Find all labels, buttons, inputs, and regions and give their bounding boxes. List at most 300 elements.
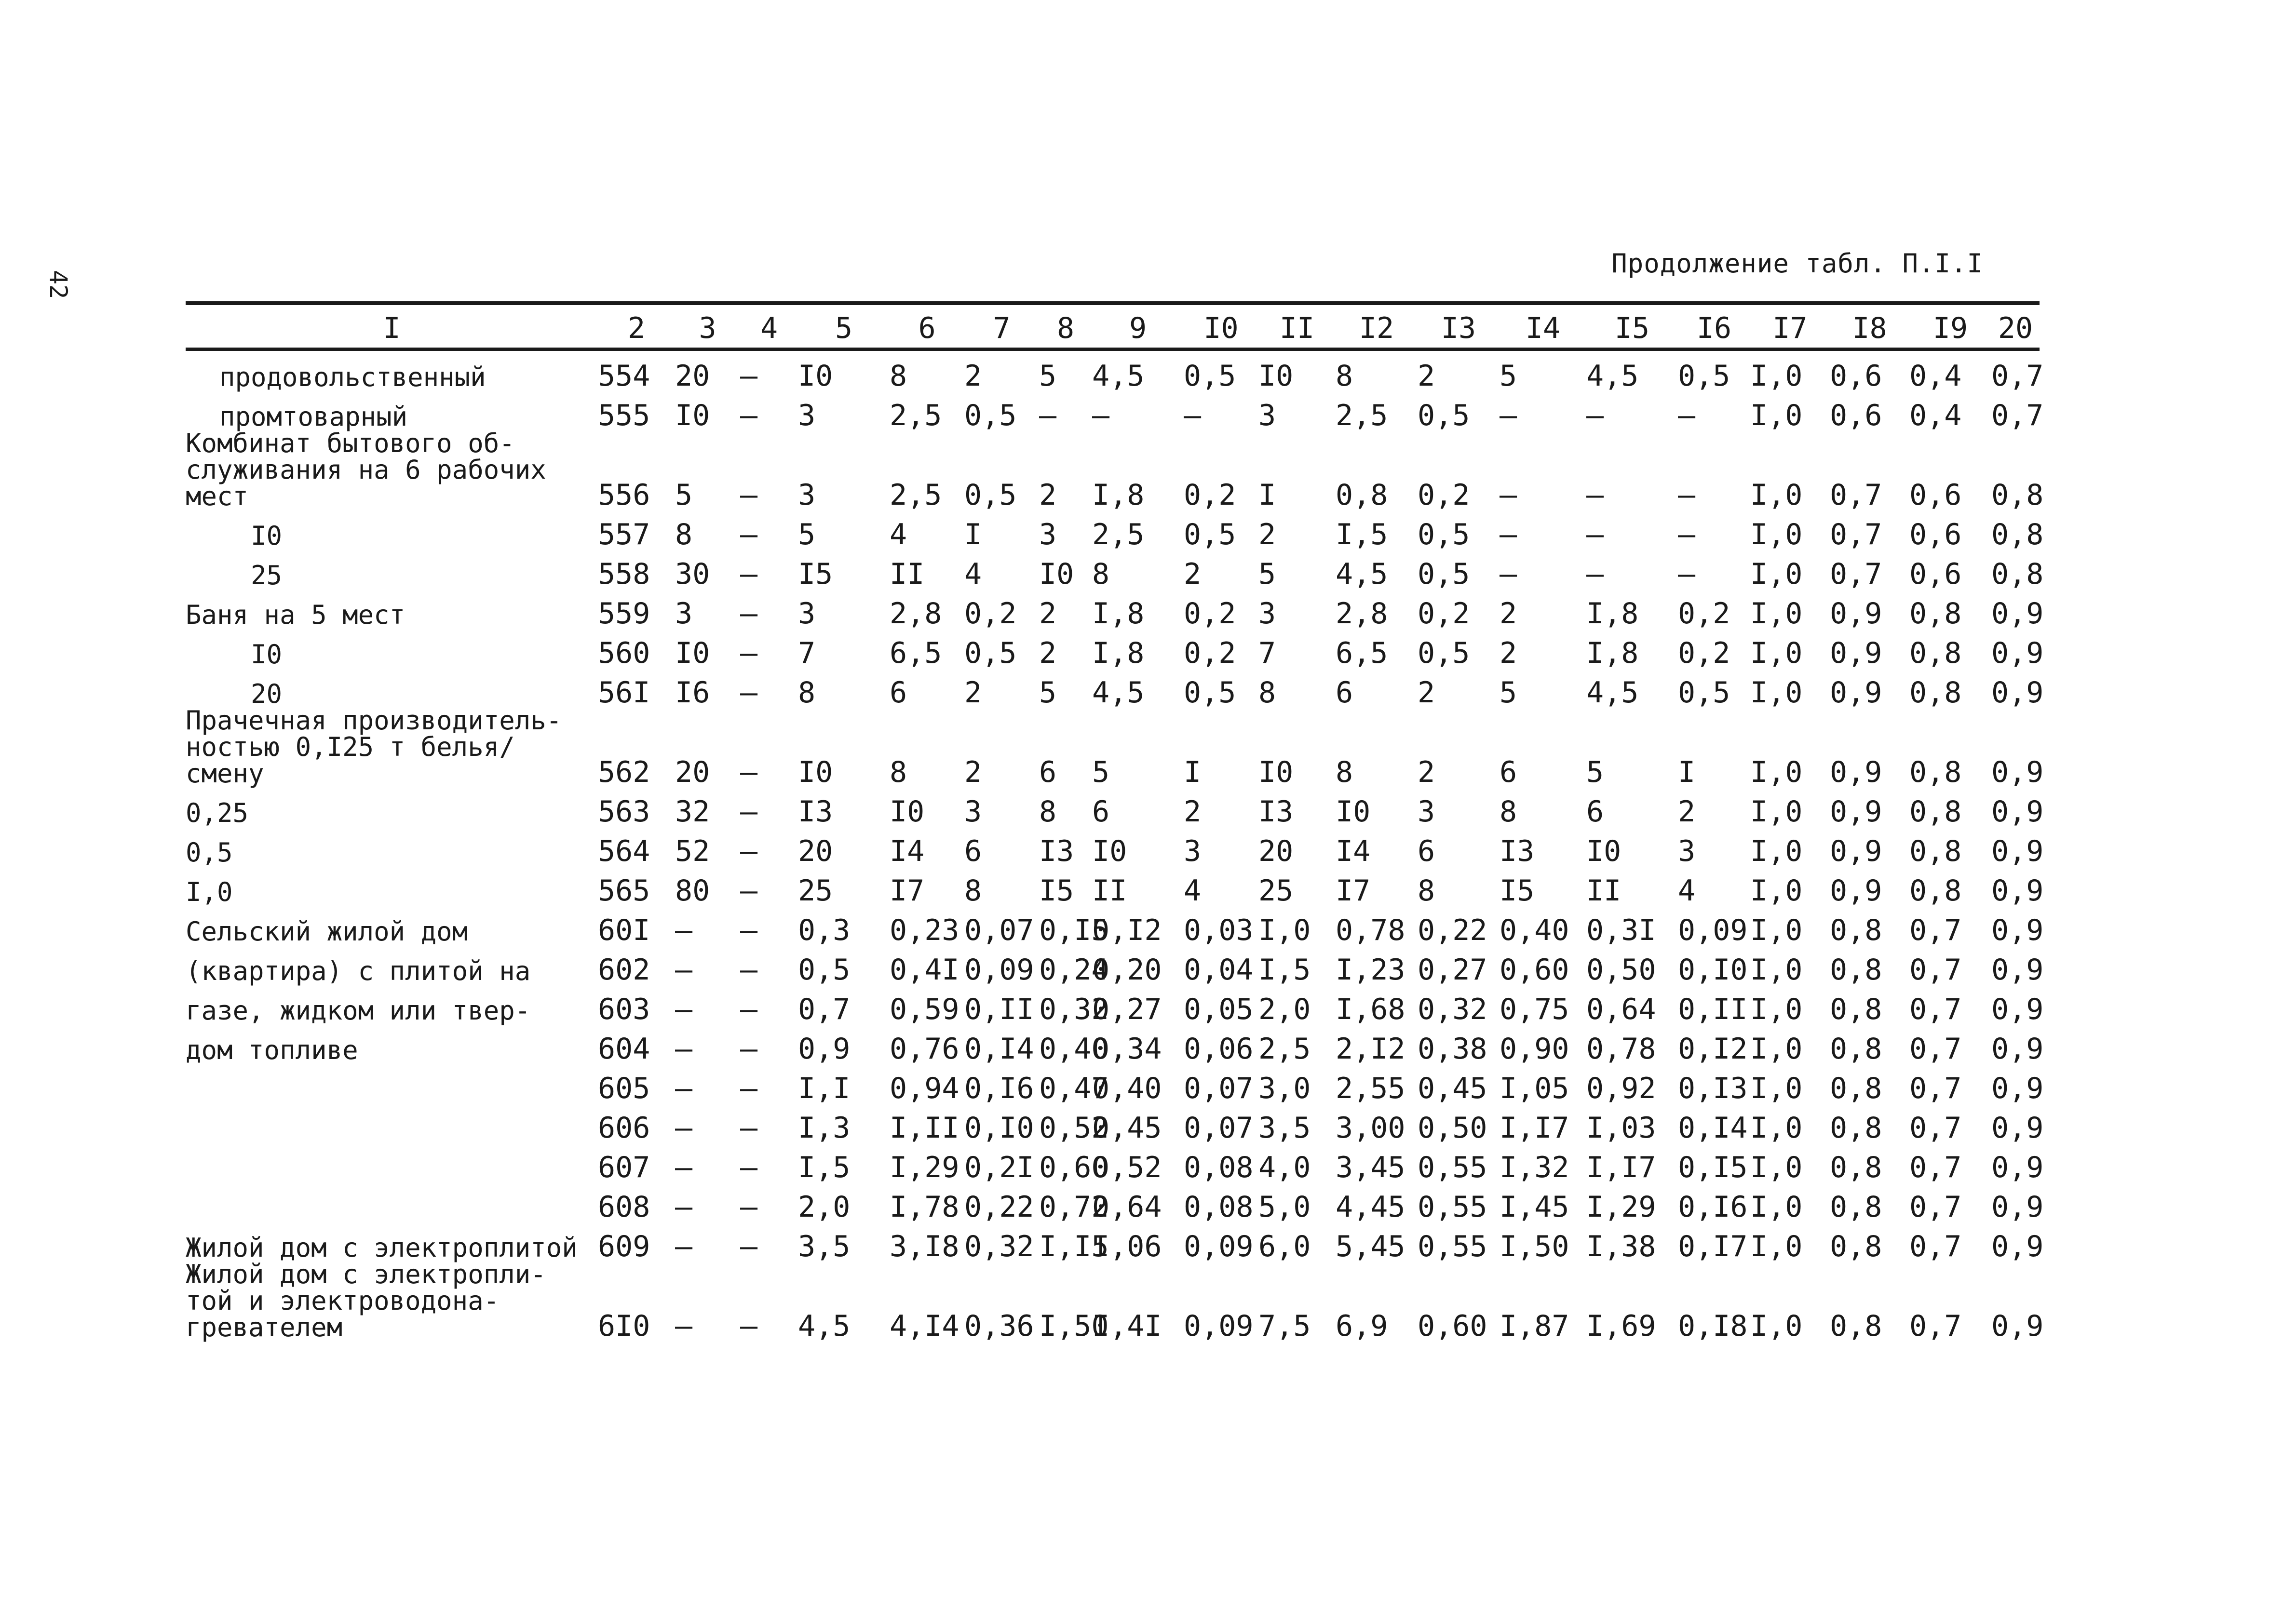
table-cell: 0,I6 [964, 1072, 1034, 1105]
table-cell: 8 [798, 676, 816, 710]
table-cell: 2,5 [1258, 1032, 1311, 1066]
column-header: I4 [1500, 303, 1586, 349]
table-cell: – [1500, 478, 1517, 512]
table-cell: 0,5 [1184, 676, 1236, 710]
table-cell: 8 [1500, 795, 1517, 829]
table-cell: I,03 [1586, 1111, 1656, 1145]
table-cell: 2,0 [1258, 993, 1311, 1026]
table-cell: I,0 [1750, 1072, 1803, 1105]
table-cell: I [1258, 478, 1276, 512]
column-header: I5 [1586, 303, 1678, 349]
table-cell: I,8 [1586, 597, 1639, 631]
table-cell: – [740, 1151, 758, 1184]
table-cell: 0,8 [1830, 913, 1882, 947]
table-cell: 8 [1336, 359, 1353, 393]
table-cell: 556 [598, 478, 650, 512]
table-cell: I,0 [1750, 795, 1803, 829]
table-cell: 8 [1092, 557, 1110, 591]
table-cell: – [1500, 399, 1517, 432]
table-cell: I3 [1258, 795, 1294, 829]
table-cell: 558 [598, 557, 650, 591]
table-cell: 0,36 [964, 1309, 1034, 1343]
table-cell: 0,9 [1991, 1309, 2044, 1343]
table-cell: 0,05 [1184, 993, 1254, 1026]
table-cell: 4,5 [1092, 676, 1145, 710]
column-header: II [1258, 303, 1336, 349]
table-cell: 0,I3 [1678, 1072, 1748, 1105]
table-cell: 0,20 [1092, 953, 1162, 987]
table-cell: 3 [964, 795, 982, 829]
table-row [186, 1221, 2040, 1261]
table-cell: 3 [1039, 518, 1057, 551]
table-cell: I0 [675, 399, 710, 432]
table-cell: 0,8 [1909, 597, 1962, 631]
table-cell: 0,9 [1991, 795, 2044, 829]
table-cell: I,05 [1500, 1072, 1569, 1105]
table-cell: 0,7 [1909, 1230, 1962, 1263]
table-cell: 0,92 [1586, 1072, 1656, 1105]
table-row [186, 945, 2040, 984]
table-cell: 0,5 [1184, 359, 1236, 393]
table-cell: 4 [964, 557, 982, 591]
table-cell: 8 [1039, 795, 1057, 829]
table-cell: 6 [1418, 834, 1435, 868]
table-cell: 605 [598, 1072, 650, 1105]
column-header: 5 [798, 303, 890, 349]
table-cell: 0,7 [1830, 478, 1882, 512]
table-cell: 559 [598, 597, 650, 631]
table-cell: – [1586, 478, 1604, 512]
table-cell: 5 [1500, 676, 1517, 710]
table-cell: 4,0 [1258, 1151, 1311, 1184]
table-cell: I,0 [1750, 913, 1803, 947]
row-label: Жилой дом с электропли-той и электроводона-гревателем [186, 1259, 546, 1342]
table-row [186, 707, 2040, 787]
table-cell: 0,08 [1184, 1190, 1254, 1224]
table-cell: 6,5 [890, 636, 942, 670]
table-cell: 0,7 [1909, 913, 1962, 947]
table-row [186, 1182, 2040, 1221]
table-cell: 0,7 [1909, 993, 1962, 1026]
table-cell: 0,40 [1092, 1072, 1162, 1105]
table-cell: I,0 [1750, 834, 1803, 868]
table-cell: 3 [675, 597, 693, 631]
table-cell: 8 [1258, 676, 1276, 710]
table-cell: I,0 [1750, 1111, 1803, 1145]
table-cell: 0,6 [1909, 478, 1962, 512]
table-cell: 0,27 [1418, 953, 1487, 987]
table-cell: 562 [598, 755, 650, 789]
table-cell: 3 [798, 478, 816, 512]
table-cell: I,78 [890, 1190, 959, 1224]
table-cell: 0,8 [1830, 1309, 1882, 1343]
table-cell: 0,4 [1909, 399, 1962, 432]
table-cell: 0,9 [1830, 834, 1882, 868]
table-cell: 0,34 [1092, 1032, 1162, 1066]
table-cell: I,0 [1750, 1230, 1803, 1263]
table-cell: 5 [675, 478, 693, 512]
table-cell: 0,7 [1909, 1032, 1962, 1066]
table-cell: I0 [1039, 557, 1074, 591]
row-label: Комбинат бытового об-служивания на 6 рабочих мест [186, 428, 546, 511]
table-body [186, 349, 2044, 1343]
table-cell: 0,32 [1418, 993, 1487, 1026]
table-cell: 0,09 [1184, 1309, 1254, 1343]
table-cell: 604 [598, 1032, 650, 1066]
table-cell: 0,40 [1500, 913, 1569, 947]
table-cell: 0,23 [890, 913, 959, 947]
table-cell: I,0 [1750, 359, 1803, 393]
table-cell: 0,5 [1678, 676, 1730, 710]
column-header: 4 [740, 303, 798, 349]
table-cell: I,50 [1039, 1309, 1109, 1343]
table-cell: 0,64 [1586, 993, 1656, 1026]
row-label: продовольственный [219, 362, 486, 392]
table-cell: 0,24 [1039, 953, 1109, 987]
table-cell: I,4I [1092, 1309, 1162, 1343]
table-cell: 4,45 [1336, 1190, 1405, 1224]
table-cell: 0,8 [1909, 755, 1962, 789]
table-cell: 25 [798, 874, 833, 908]
table-cell: 3,45 [1336, 1151, 1405, 1184]
table-cell: 0,6 [1909, 557, 1962, 591]
table-cell: 0,I4 [1678, 1111, 1748, 1145]
table-cell: 56I [598, 676, 650, 710]
table-cell: 6,5 [1336, 636, 1388, 670]
table-cell: 555 [598, 399, 650, 432]
table-cell: 20 [1258, 834, 1294, 868]
table-cell: 565 [598, 874, 650, 908]
table-cell: 3,I8 [890, 1230, 959, 1263]
table-cell: 4 [1678, 874, 1696, 908]
table-cell: I,I7 [1500, 1111, 1569, 1145]
table-cell: 0,22 [964, 1190, 1034, 1224]
table-cell: 0,55 [1418, 1230, 1487, 1263]
table-cell: 0,9 [1991, 993, 2044, 1026]
table-cell: 0,7 [1909, 1309, 1962, 1343]
table-row [186, 826, 2040, 866]
table-cell: 0,9 [1991, 1230, 2044, 1263]
table-cell: – [675, 1190, 693, 1224]
table-cell: 2 [1418, 676, 1435, 710]
column-header: 6 [890, 303, 964, 349]
table-cell: I3 [1039, 834, 1074, 868]
table-caption: Продолжение табл. П.I.I [1611, 248, 1983, 279]
table-cell: – [740, 874, 758, 908]
table-row [186, 628, 2040, 668]
table-cell: – [1586, 557, 1604, 591]
table-cell: 0,76 [890, 1032, 959, 1066]
page-number: 42 [44, 270, 72, 299]
table-cell: I6 [675, 676, 710, 710]
table-cell: – [740, 636, 758, 670]
table-cell: – [1586, 399, 1604, 432]
table-cell: 3,5 [1258, 1111, 1311, 1145]
table-cell: 0,7 [1909, 1190, 1962, 1224]
table-row [186, 905, 2040, 945]
table-cell: I,5 [1258, 953, 1311, 987]
table-cell: 0,9 [1991, 1190, 2044, 1224]
table-cell: 4,I4 [890, 1309, 959, 1343]
table-cell: I,50 [1500, 1230, 1569, 1263]
table-cell: I,68 [1336, 993, 1405, 1026]
table-cell: 0,7 [1991, 399, 2044, 432]
table-cell: 0,II [1678, 993, 1748, 1026]
table-cell: – [1500, 557, 1517, 591]
table-cell: I,5 [1336, 518, 1388, 551]
table-cell: – [740, 1190, 758, 1224]
table-cell: 2 [964, 359, 982, 393]
table-cell: 0,64 [1092, 1190, 1162, 1224]
table-cell: – [740, 1111, 758, 1145]
row-label: 25 [251, 560, 283, 591]
column-header: 2 [598, 303, 675, 349]
row-label: Жилой дом с электроплитой [186, 1233, 578, 1263]
table-cell: 0,7 [1909, 1072, 1962, 1105]
row-label: газе, жидком или твер- [186, 995, 531, 1026]
table-cell: 0,8 [1830, 993, 1882, 1026]
table-cell: 8 [890, 755, 907, 789]
table-cell: 560 [598, 636, 650, 670]
row-label: I0 [251, 639, 283, 670]
table-cell: I,0 [1750, 399, 1803, 432]
table-cell: 8 [890, 359, 907, 393]
table-cell: I,0 [1750, 953, 1803, 987]
table-cell: – [740, 478, 758, 512]
table-cell: 0,5 [964, 636, 1017, 670]
table-cell: – [740, 557, 758, 591]
table-cell: 2,0 [798, 1190, 851, 1224]
table-row [186, 787, 2040, 826]
table-cell: 2,5 [890, 478, 942, 512]
table-cell: I,29 [890, 1151, 959, 1184]
table-row [186, 668, 2040, 707]
column-header: I6 [1678, 303, 1750, 349]
table-cell: 0,2I [964, 1151, 1034, 1184]
table-cell: 0,7 [1830, 557, 1882, 591]
table-cell: 3 [1418, 795, 1435, 829]
table-cell: – [740, 518, 758, 551]
table-cell: 0,6 [1830, 359, 1882, 393]
table-cell: 0,27 [1092, 993, 1162, 1026]
table-cell: 0,9 [1991, 755, 2044, 789]
table-cell: 8 [1336, 755, 1353, 789]
table-cell: 0,06 [1184, 1032, 1254, 1066]
row-label: 20 [251, 679, 283, 709]
table-row [186, 1261, 2040, 1341]
table-cell: I,45 [1500, 1190, 1569, 1224]
table-cell: I,I [798, 1072, 851, 1105]
table-cell: 0,5 [798, 953, 851, 987]
table-cell: 3 [798, 399, 816, 432]
row-label: (квартира) с плитой на [186, 956, 531, 986]
table-cell: 0,07 [1184, 1072, 1254, 1105]
table-cell: I,0 [1750, 755, 1803, 789]
table-cell: I0 [798, 359, 833, 393]
table-cell: 0,47 [1039, 1072, 1109, 1105]
table-cell: 2 [1258, 518, 1276, 551]
table-cell: 0,78 [1336, 913, 1405, 947]
table-cell: 0,I0 [964, 1111, 1034, 1145]
table-cell: 2 [1184, 795, 1202, 829]
table-cell: 2 [1418, 755, 1435, 789]
table-cell: I0 [1258, 755, 1294, 789]
table-cell: – [675, 953, 693, 987]
table-cell: 6,9 [1336, 1309, 1388, 1343]
table-row [186, 430, 2040, 510]
table-cell: – [675, 1309, 693, 1343]
table-cell: I [964, 518, 982, 551]
table-cell: 2,I2 [1336, 1032, 1405, 1066]
table-cell: 0,9 [1991, 1111, 2044, 1145]
table-cell: 0,50 [1586, 953, 1656, 987]
table-cell: 0,8 [1830, 1111, 1882, 1145]
table-cell: 0,2 [1678, 597, 1730, 631]
table-cell: 0,60 [1500, 953, 1569, 987]
table-cell: 0,60 [1039, 1151, 1109, 1184]
table-cell: 0,9 [1830, 874, 1882, 908]
table-cell: 6 [1586, 795, 1604, 829]
table-cell: I,32 [1500, 1151, 1569, 1184]
table-row [186, 349, 2040, 391]
table-cell: I,0 [1750, 478, 1803, 512]
column-header: I8 [1830, 303, 1909, 349]
table-cell: – [675, 993, 693, 1026]
table-cell: 2 [1184, 557, 1202, 591]
table-cell: 2 [1678, 795, 1696, 829]
table-cell: – [1586, 518, 1604, 551]
table-cell: 7 [1258, 636, 1276, 670]
table-cell: 0,I4 [964, 1032, 1034, 1066]
table-cell: 0,5 [964, 399, 1017, 432]
table-cell: 0,07 [964, 913, 1034, 947]
table-cell: 0,2 [964, 597, 1017, 631]
table-cell: 80 [675, 874, 710, 908]
table-cell: 602 [598, 953, 650, 987]
table-cell: 0,9 [1830, 755, 1882, 789]
table-cell: I,38 [1586, 1230, 1656, 1263]
table-cell: 0,8 [1830, 1230, 1882, 1263]
table-row [186, 510, 2040, 549]
table-cell: 6 [1500, 755, 1517, 789]
table-cell: 8 [1418, 874, 1435, 908]
table-cell: – [740, 913, 758, 947]
table-cell: I,0 [1750, 1190, 1803, 1224]
table-cell: I,06 [1092, 1230, 1162, 1263]
table-cell: 32 [675, 795, 710, 829]
table-cell: 0,22 [1418, 913, 1487, 947]
table-cell: 0,7 [1909, 1111, 1962, 1145]
table-cell: – [740, 1032, 758, 1066]
table-cell: 0,52 [1092, 1151, 1162, 1184]
table-cell: 6 [1092, 795, 1110, 829]
table-cell: I,I7 [1586, 1151, 1656, 1184]
table-cell: 4 [1184, 874, 1202, 908]
table-cell: 4,5 [798, 1309, 851, 1343]
table-cell: I0 [675, 636, 710, 670]
table-cell: 0,60 [1418, 1309, 1487, 1343]
table-cell: 7 [798, 636, 816, 670]
table-cell: 0,4 [1909, 359, 1962, 393]
table-cell: 3,5 [798, 1230, 851, 1263]
table-cell: – [1500, 518, 1517, 551]
table-cell: 2 [1500, 636, 1517, 670]
table-cell: 557 [598, 518, 650, 551]
table-cell: I,0 [1750, 874, 1803, 908]
table-cell: 0,9 [1991, 913, 2044, 947]
table-cell: 0,I0 [1678, 953, 1748, 987]
data-table-container [186, 301, 2044, 1343]
table-cell: – [675, 1111, 693, 1145]
table-cell: 2,5 [890, 399, 942, 432]
row-label: 0,5 [186, 837, 233, 868]
table-cell: 5 [1039, 359, 1057, 393]
table-cell: 0,7 [1909, 1151, 1962, 1184]
table-cell: 0,5 [1184, 518, 1236, 551]
table-cell: – [1092, 399, 1110, 432]
table-cell: 3 [1258, 597, 1276, 631]
table-cell: – [740, 1230, 758, 1263]
row-label [186, 1182, 598, 1221]
table-cell: 0,90 [1500, 1032, 1569, 1066]
table-cell: 0,7 [798, 993, 851, 1026]
table-cell: 0,2 [1418, 478, 1470, 512]
table-cell: 0,8 [1909, 795, 1962, 829]
table-cell: 0,32 [964, 1230, 1034, 1263]
table-cell: I0 [1586, 834, 1621, 868]
table-cell: 3,0 [1258, 1072, 1311, 1105]
table-row [186, 1103, 2040, 1142]
table-cell: 4 [890, 518, 907, 551]
table-cell: 20 [675, 755, 710, 789]
table-cell: 6 [1039, 755, 1057, 789]
table-cell: 2,5 [1092, 518, 1145, 551]
table-cell: 3,00 [1336, 1111, 1405, 1145]
data-table [186, 301, 2044, 1343]
table-cell: 5 [1500, 359, 1517, 393]
table-cell: 7,5 [1258, 1309, 1311, 1343]
table-cell: 2 [1039, 478, 1057, 512]
table-cell: I,0 [1750, 993, 1803, 1026]
table-cell: 0,3I [1586, 913, 1656, 947]
table-row [186, 549, 2040, 589]
table-cell: I [1678, 755, 1696, 789]
table-cell: 20 [675, 359, 710, 393]
table-cell: 609 [598, 1230, 650, 1263]
table-cell: 4,5 [1586, 359, 1639, 393]
table-cell: – [675, 1072, 693, 1105]
table-cell: 0,8 [1991, 518, 2044, 551]
table-cell: II [1092, 874, 1127, 908]
table-cell: – [1678, 518, 1696, 551]
table-cell: 0,5 [964, 478, 1017, 512]
table-cell: I,0 [1750, 676, 1803, 710]
table-cell: 608 [598, 1190, 650, 1224]
table-cell: 0,3 [798, 913, 851, 947]
table-cell: – [740, 399, 758, 432]
table-cell: – [740, 597, 758, 631]
table-cell: 2 [1039, 597, 1057, 631]
table-cell: 0,03 [1184, 913, 1254, 947]
table-cell: 0,9 [1991, 636, 2044, 670]
table-cell: 2 [1039, 636, 1057, 670]
table-cell: 0,8 [1830, 1032, 1882, 1066]
table-cell: 0,50 [1418, 1111, 1487, 1145]
table-cell: I5 [1500, 874, 1535, 908]
table-cell: 0,7 [1991, 359, 2044, 393]
table-cell: 0,2 [1678, 636, 1730, 670]
table-cell: 0,09 [1678, 913, 1748, 947]
